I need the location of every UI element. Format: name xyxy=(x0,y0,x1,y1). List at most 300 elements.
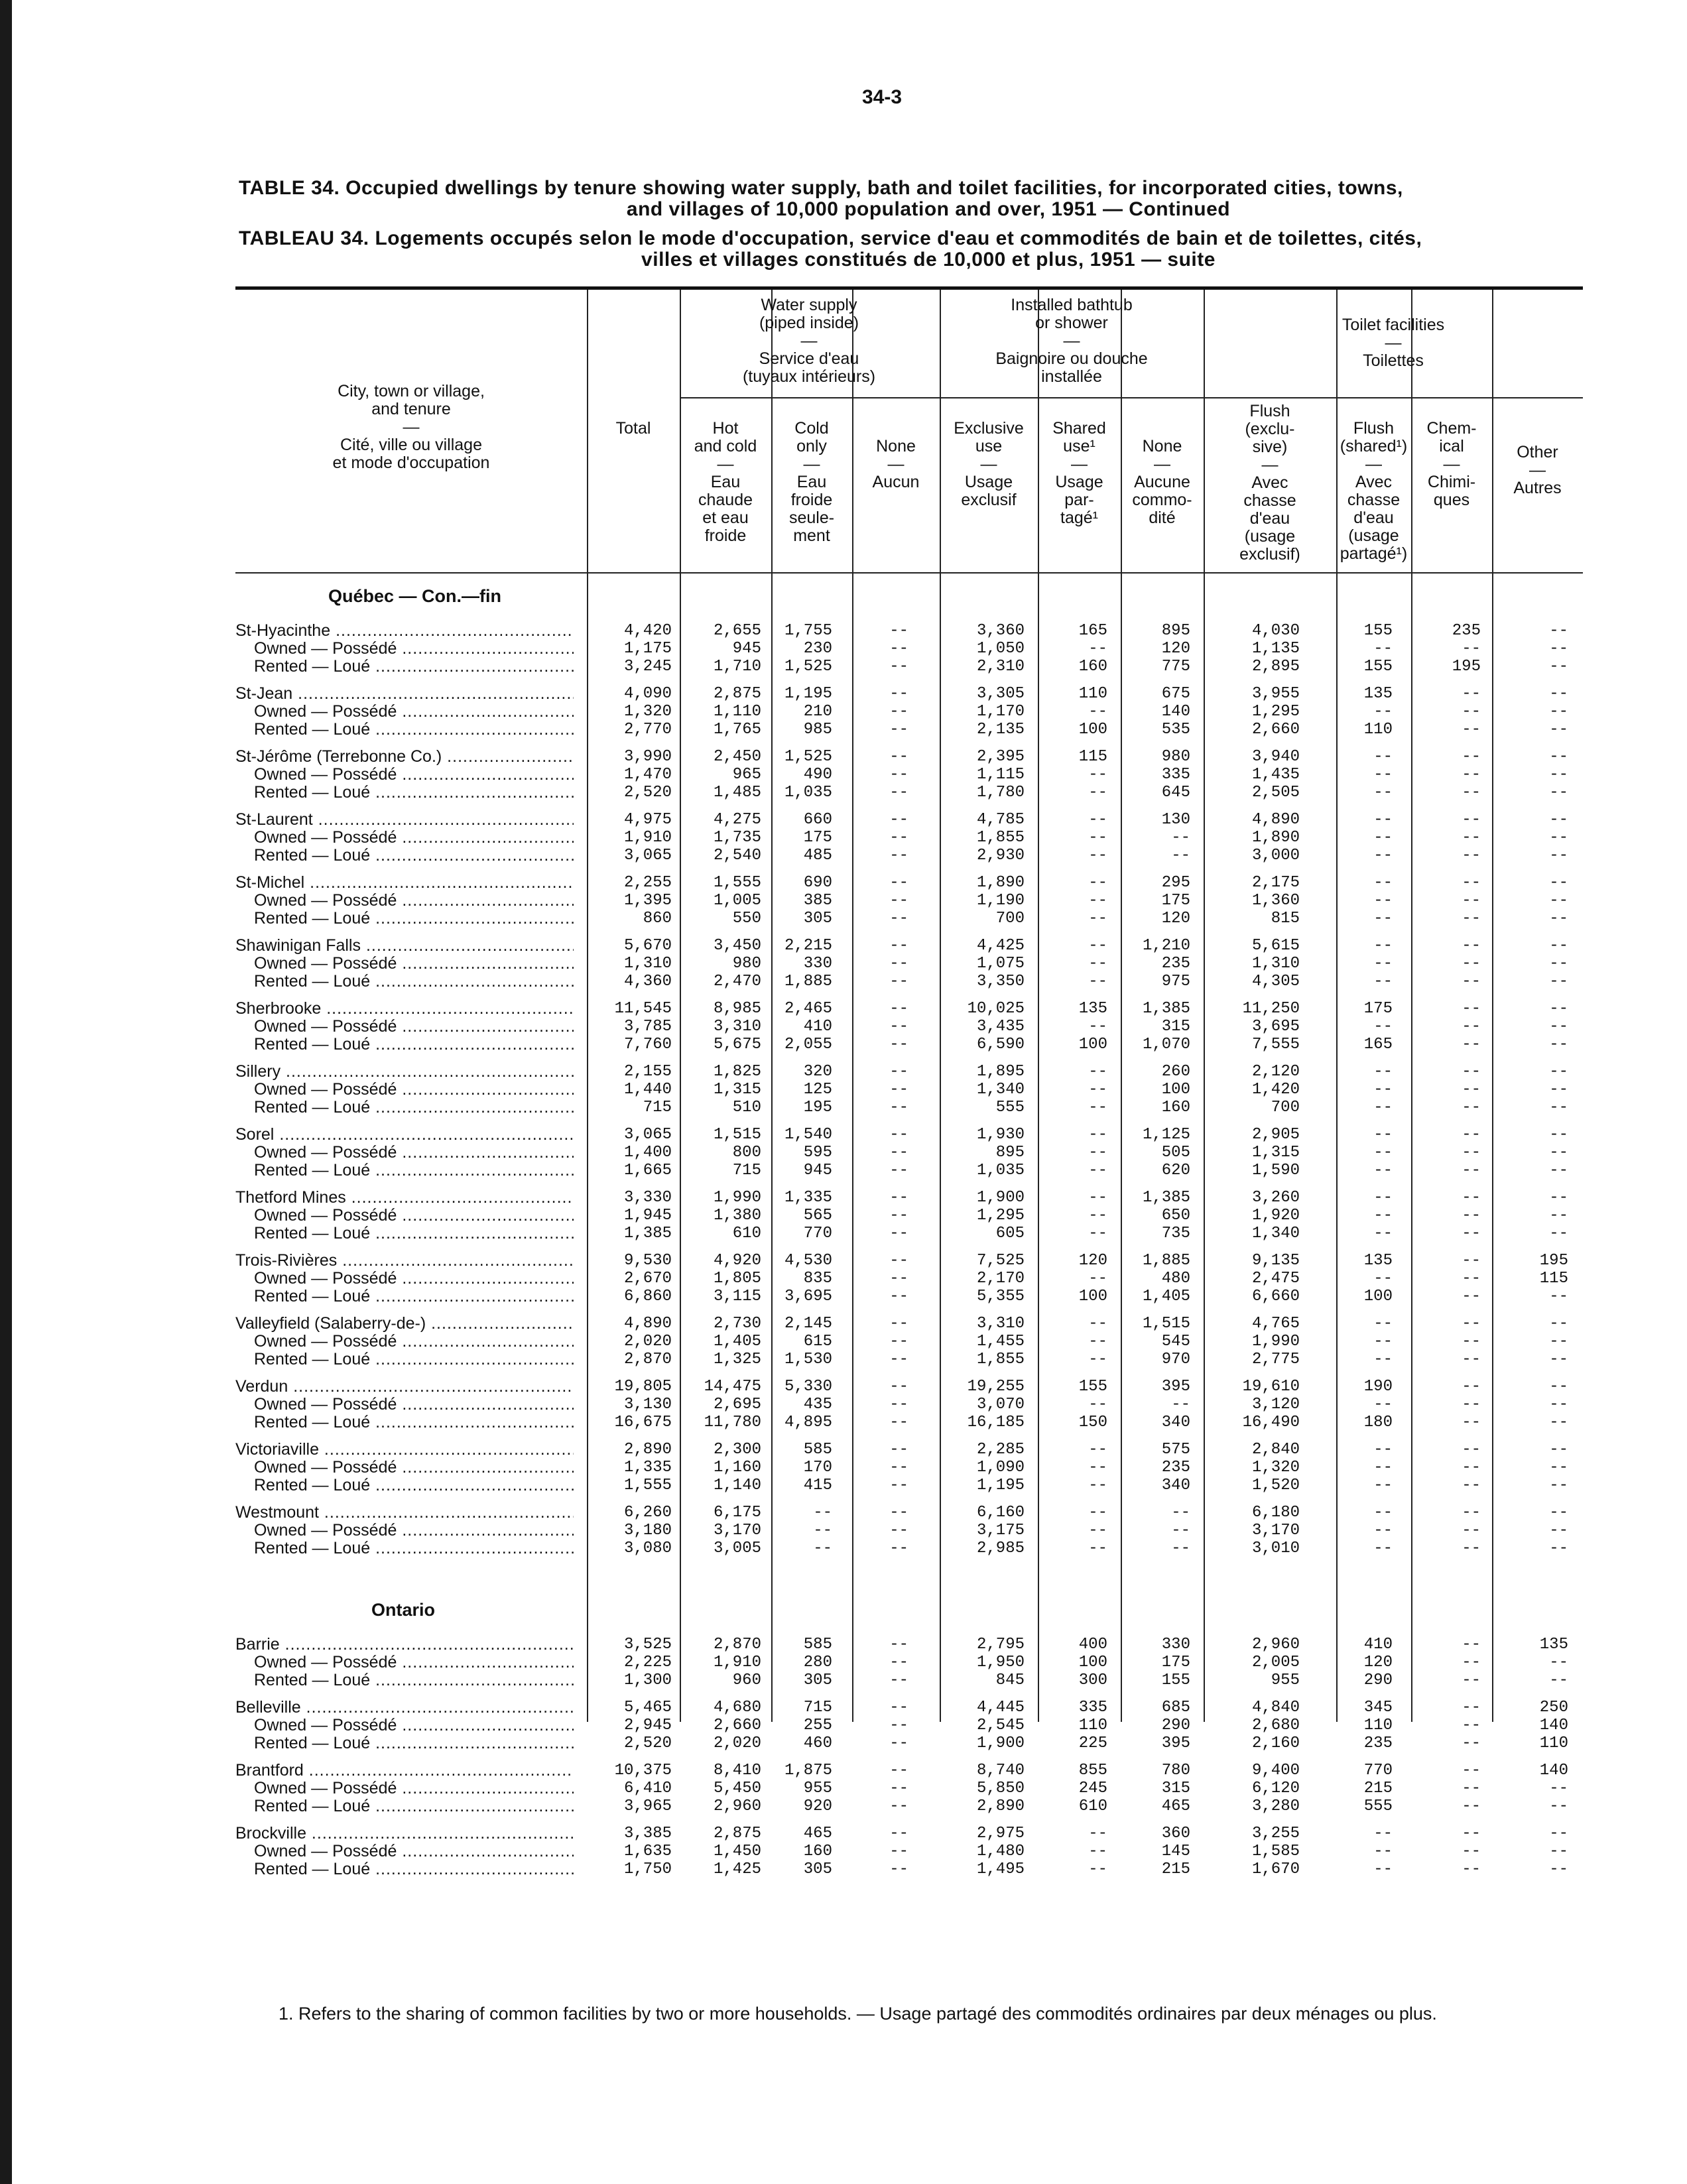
table-cell: 3,695 xyxy=(1251,1018,1300,1036)
table-cell: -- xyxy=(1088,1351,1107,1368)
table-cell: 2,175 xyxy=(1251,874,1300,892)
table-cell: -- xyxy=(1088,784,1107,802)
header-flush-shared: Flush (shared¹) — Avec chasse d'eau (usage partagé¹) xyxy=(1340,419,1408,563)
header-shared: Shared use¹ — Usage par- tagé¹ xyxy=(1052,419,1106,527)
table-cell: 19,805 xyxy=(614,1378,672,1396)
table-cell: 1,190 xyxy=(976,892,1025,910)
table-cell: 2,890 xyxy=(623,1441,672,1459)
table-title-french xyxy=(239,228,1592,271)
table-cell: 1,195 xyxy=(976,1477,1025,1494)
table-cell: 8,740 xyxy=(976,1762,1025,1780)
table-cell: 175 xyxy=(1161,892,1190,910)
table-cell: 1,070 xyxy=(1142,1036,1190,1054)
table-cell: -- xyxy=(1462,1000,1481,1018)
table-cell: 175 xyxy=(1363,1000,1393,1018)
table-cell: 305 xyxy=(803,1671,832,1689)
table-cell: 5,670 xyxy=(623,937,672,955)
table-cell: 1,805 xyxy=(713,1270,761,1288)
table-cell: -- xyxy=(1462,1477,1481,1494)
table-cell: 135 xyxy=(1363,685,1393,703)
table-cell: 2,660 xyxy=(713,1717,761,1734)
table-cell: 1,135 xyxy=(1251,640,1300,658)
table-cell: -- xyxy=(1462,874,1481,892)
table-cell: 140 xyxy=(1539,1762,1568,1780)
table-cell: -- xyxy=(1549,1825,1568,1843)
table-cell: 1,405 xyxy=(713,1333,761,1351)
table-cell: 1,380 xyxy=(713,1207,761,1225)
table-cell: -- xyxy=(1088,811,1107,829)
table-cell: 1,555 xyxy=(623,1477,672,1494)
table-cell: -- xyxy=(1373,1459,1393,1477)
table-cell: 195 xyxy=(1539,1252,1568,1270)
table-cell: -- xyxy=(889,829,908,847)
table-cell: 1,855 xyxy=(976,1351,1025,1368)
table-cell: -- xyxy=(1462,892,1481,910)
table-cell: 1,885 xyxy=(1142,1252,1190,1270)
table-cell: 155 xyxy=(1161,1671,1190,1689)
table-cell: 100 xyxy=(1078,1036,1107,1054)
table-cell: 3,115 xyxy=(713,1288,761,1305)
table-cell: -- xyxy=(1373,1189,1393,1207)
table-cell: 1,710 xyxy=(713,658,761,676)
table-cell: 1,170 xyxy=(976,703,1025,721)
table-cell: -- xyxy=(1462,1063,1481,1081)
table-cell: -- xyxy=(889,1351,908,1368)
table-cell: -- xyxy=(1373,937,1393,955)
table-cell: -- xyxy=(1549,721,1568,739)
table-cell: -- xyxy=(1373,874,1393,892)
table-cell: -- xyxy=(1373,1860,1393,1878)
table-cell: 5,465 xyxy=(623,1699,672,1717)
table-cell: -- xyxy=(1549,1225,1568,1243)
table-cell: 230 xyxy=(803,640,832,658)
table-cell: -- xyxy=(1462,784,1481,802)
table-cell: 14,475 xyxy=(704,1378,761,1396)
table-cell: 2,870 xyxy=(623,1351,672,1368)
table-cell: 1,950 xyxy=(976,1654,1025,1671)
table-cell: -- xyxy=(1373,1351,1393,1368)
table-row xyxy=(235,955,1583,973)
table-cell: 2,875 xyxy=(713,1825,761,1843)
table-cell: 140 xyxy=(1161,703,1190,721)
table-cell: -- xyxy=(1373,1843,1393,1860)
table-cell: -- xyxy=(1373,1441,1393,1459)
table-row xyxy=(235,1036,1583,1054)
table-cell: 895 xyxy=(1161,622,1190,640)
rented-label: Rented — Loué ..... xyxy=(254,658,574,676)
rented-label: Rented — Loué ..... xyxy=(254,1734,574,1752)
table-cell: -- xyxy=(1088,1270,1107,1288)
rented-label: Rented — Loué ..... xyxy=(254,721,574,739)
table-cell: -- xyxy=(1088,1063,1107,1081)
table-cell: 575 xyxy=(1161,1441,1190,1459)
section-title: Québec — Con.—fin xyxy=(328,586,502,606)
table-row xyxy=(235,1414,1583,1431)
table-cell: 1,115 xyxy=(976,766,1025,784)
table-cell: 320 xyxy=(803,1063,832,1081)
owned-label: Owned — Possédé ..... xyxy=(254,892,574,910)
table-cell: 6,180 xyxy=(1251,1504,1300,1522)
table-cell: -- xyxy=(1462,1144,1481,1162)
table-row xyxy=(235,748,1583,766)
table-cell: -- xyxy=(1549,1189,1568,1207)
table-cell: -- xyxy=(889,910,908,928)
table-cell: -- xyxy=(1088,1522,1107,1540)
table-cell: -- xyxy=(1373,1270,1393,1288)
table-label-fr: TABLEAU 34. xyxy=(239,227,369,249)
table-cell: 1,495 xyxy=(976,1860,1025,1878)
table-cell: 5,615 xyxy=(1251,937,1300,955)
table-cell: -- xyxy=(1462,1441,1481,1459)
table-cell: 3,120 xyxy=(1251,1396,1300,1414)
table-cell: 305 xyxy=(803,910,832,928)
table-cell: 110 xyxy=(1363,1717,1393,1734)
table-cell: 3,260 xyxy=(1251,1189,1300,1207)
table-row xyxy=(235,1378,1583,1396)
table-cell: 965 xyxy=(732,766,761,784)
table-cell: 2,540 xyxy=(713,847,761,865)
table-cell: 8,410 xyxy=(713,1762,761,1780)
table-cell: -- xyxy=(1549,1351,1568,1368)
table-cell: 585 xyxy=(803,1636,832,1654)
table-cell: 605 xyxy=(995,1225,1025,1243)
table-cell: 460 xyxy=(803,1734,832,1752)
table-cell: 1,320 xyxy=(1251,1459,1300,1477)
table-cell: 6,590 xyxy=(976,1036,1025,1054)
table-cell: -- xyxy=(1549,1081,1568,1099)
table-cell: 280 xyxy=(803,1654,832,1671)
rented-label: Rented — Loué ..... xyxy=(254,1477,574,1494)
table-cell: 2,870 xyxy=(713,1636,761,1654)
table-cell: 2,730 xyxy=(713,1315,761,1333)
table-cell: -- xyxy=(889,1699,908,1717)
table-cell: 1,990 xyxy=(1251,1333,1300,1351)
table-cell: -- xyxy=(1462,910,1481,928)
table-cell: -- xyxy=(1462,1717,1481,1734)
table-cell: 2,520 xyxy=(623,1734,672,1752)
table-cell: 3,435 xyxy=(976,1018,1025,1036)
footnote: 1. Refers to the sharing of common facilities by two or more households. — Usage partagé des commodités ordinaires par deux ménages ou plus. xyxy=(279,2004,1437,2024)
table-cell: -- xyxy=(1549,955,1568,973)
table-row xyxy=(235,937,1583,955)
header-stub: City, town or village, and tenure — Cité, ville ou village et mode d'occupation xyxy=(332,382,490,472)
table-cell: 585 xyxy=(803,1441,832,1459)
table-cell: 2,470 xyxy=(713,973,761,991)
table-cell: -- xyxy=(1462,1126,1481,1144)
rented-label: Rented — Loué ..... xyxy=(254,1288,574,1305)
page-number: 34-3 xyxy=(862,86,903,108)
table-cell: 3,695 xyxy=(784,1288,832,1305)
rented-label: Rented — Loué ..... xyxy=(254,910,574,928)
table-cell: 100 xyxy=(1161,1081,1190,1099)
table-row xyxy=(235,1099,1583,1117)
table-cell: 16,675 xyxy=(614,1414,672,1431)
table-cell: 305 xyxy=(803,1860,832,1878)
table-cell: 3,525 xyxy=(623,1636,672,1654)
table-cell: 835 xyxy=(803,1270,832,1288)
table-cell: 120 xyxy=(1078,1252,1107,1270)
table-cell: 110 xyxy=(1363,721,1393,739)
table-cell: 6,120 xyxy=(1251,1780,1300,1797)
table-cell: -- xyxy=(1462,937,1481,955)
table-row xyxy=(235,784,1583,802)
table-cell: -- xyxy=(889,748,908,766)
table-cell: 7,555 xyxy=(1251,1036,1300,1054)
table-cell: 2,660 xyxy=(1251,721,1300,739)
table-cell: 690 xyxy=(803,874,832,892)
table-row xyxy=(235,1654,1583,1671)
table-cell: -- xyxy=(1462,1540,1481,1557)
table-cell: -- xyxy=(1462,1797,1481,1815)
table-cell: -- xyxy=(1549,1036,1568,1054)
table-cell: -- xyxy=(1373,1099,1393,1117)
header-group-rule xyxy=(680,397,1583,398)
table-cell: 2,225 xyxy=(623,1654,672,1671)
table-cell: 1,420 xyxy=(1251,1081,1300,1099)
table-cell: 2,960 xyxy=(713,1797,761,1815)
table-cell: 315 xyxy=(1161,1018,1190,1036)
owned-label: Owned — Possédé ..... xyxy=(254,1018,574,1036)
table-cell: 245 xyxy=(1078,1780,1107,1797)
table-cell: 2,120 xyxy=(1251,1063,1300,1081)
table-cell: 715 xyxy=(732,1162,761,1180)
table-cell: 685 xyxy=(1161,1699,1190,1717)
table-cell: 3,990 xyxy=(623,748,672,766)
table-cell: -- xyxy=(1088,1081,1107,1099)
table-cell: 9,135 xyxy=(1251,1252,1300,1270)
table-cell: 535 xyxy=(1161,721,1190,739)
table-cell: -- xyxy=(1373,892,1393,910)
data-table xyxy=(235,290,1583,1878)
header-water-supply: Water supply (piped inside) — Service d'eau (tuyaux intérieurs) xyxy=(742,296,876,386)
place-name: Trois-Rivières ..... xyxy=(235,1252,574,1270)
table-cell: 7,760 xyxy=(623,1036,672,1054)
table-cell: 395 xyxy=(1161,1734,1190,1752)
table-cell: -- xyxy=(1373,955,1393,973)
table-cell: -- xyxy=(889,1036,908,1054)
table-cell: 1,525 xyxy=(784,748,832,766)
place-name: St-Jérôme (Terrebonne Co.) ..... xyxy=(235,748,574,766)
table-cell: 415 xyxy=(803,1477,832,1494)
table-row xyxy=(235,973,1583,991)
table-cell: -- xyxy=(1549,1396,1568,1414)
table-cell: -- xyxy=(889,1734,908,1752)
table-cell: 1,555 xyxy=(713,874,761,892)
table-cell: 1,480 xyxy=(976,1843,1025,1860)
table-cell: 155 xyxy=(1363,658,1393,676)
header-bathtub: Installed bathtub or shower — Baignoire ou douche installée xyxy=(995,296,1148,386)
table-cell: 2,945 xyxy=(623,1717,672,1734)
table-cell: 550 xyxy=(732,910,761,928)
table-cell: 1,335 xyxy=(623,1459,672,1477)
table-cell: -- xyxy=(1549,1063,1568,1081)
table-cell: -- xyxy=(1549,1860,1568,1878)
table-cell: 11,545 xyxy=(614,1000,672,1018)
table-cell: 1,335 xyxy=(784,1189,832,1207)
table-cell: -- xyxy=(889,622,908,640)
table-cell: 1,470 xyxy=(623,766,672,784)
table-cell: -- xyxy=(889,1540,908,1557)
table-cell: -- xyxy=(889,1018,908,1036)
table-row xyxy=(235,1396,1583,1414)
table-cell: -- xyxy=(1462,1504,1481,1522)
table-cell: -- xyxy=(1088,910,1107,928)
table-cell: -- xyxy=(1373,766,1393,784)
table-cell: 2,655 xyxy=(713,622,761,640)
table-cell: 5,450 xyxy=(713,1780,761,1797)
table-cell: 5,675 xyxy=(713,1036,761,1054)
table-cell: 3,385 xyxy=(623,1825,672,1843)
table-row xyxy=(235,1126,1583,1144)
table-cell: 3,955 xyxy=(1251,685,1300,703)
table-cell: 3,010 xyxy=(1251,1540,1300,1557)
table-cell: 4,445 xyxy=(976,1699,1025,1717)
table-cell: 1,310 xyxy=(623,955,672,973)
table-cell: -- xyxy=(1549,1099,1568,1117)
owned-label: Owned — Possédé ..... xyxy=(254,1270,574,1288)
table-cell: 1,930 xyxy=(976,1126,1025,1144)
table-cell: -- xyxy=(1462,1333,1481,1351)
table-cell: 11,780 xyxy=(704,1414,761,1431)
table-cell: -- xyxy=(1462,955,1481,973)
table-cell: 1,910 xyxy=(623,829,672,847)
table-cell: 855 xyxy=(1078,1762,1107,1780)
owned-label: Owned — Possédé ..... xyxy=(254,1843,574,1860)
table-cell: 7,525 xyxy=(976,1252,1025,1270)
table-cell: 300 xyxy=(1078,1671,1107,1689)
table-cell: 2,890 xyxy=(976,1797,1025,1815)
owned-label: Owned — Possédé ..... xyxy=(254,703,574,721)
table-cell: -- xyxy=(1088,1189,1107,1207)
table-cell: 6,160 xyxy=(976,1504,1025,1522)
header-total: Total xyxy=(615,419,651,438)
owned-label: Owned — Possédé ..... xyxy=(254,640,574,658)
table-cell: 1,295 xyxy=(1251,703,1300,721)
table-cell: -- xyxy=(1549,703,1568,721)
owned-label: Owned — Possédé ..... xyxy=(254,1522,574,1540)
table-cell: -- xyxy=(1462,973,1481,991)
place-name: Sorel ..... xyxy=(235,1126,574,1144)
table-cell: 1,405 xyxy=(1142,1288,1190,1305)
table-cell: 770 xyxy=(803,1225,832,1243)
owned-label: Owned — Possédé ..... xyxy=(254,1654,574,1671)
table-row xyxy=(235,1477,1583,1494)
table-cell: 1,385 xyxy=(1142,1000,1190,1018)
table-cell: 510 xyxy=(732,1099,761,1117)
table-row xyxy=(235,1860,1583,1878)
table-cell: 4,305 xyxy=(1251,973,1300,991)
table-cell: -- xyxy=(1088,1018,1107,1036)
table-cell: -- xyxy=(889,1378,908,1396)
table-cell: 120 xyxy=(1363,1654,1393,1671)
table-cell: 115 xyxy=(1539,1270,1568,1288)
rented-label: Rented — Loué ..... xyxy=(254,847,574,865)
table-cell: -- xyxy=(1171,1504,1190,1522)
table-cell: 465 xyxy=(803,1825,832,1843)
table-cell: 4,890 xyxy=(1251,811,1300,829)
table-cell: 1,175 xyxy=(623,640,672,658)
table-cell: 2,520 xyxy=(623,784,672,802)
table-cell: 340 xyxy=(1161,1477,1190,1494)
table-cell: 6,660 xyxy=(1251,1288,1300,1305)
table-cell: 2,475 xyxy=(1251,1270,1300,1288)
table-row xyxy=(235,1144,1583,1162)
table-cell: 780 xyxy=(1161,1762,1190,1780)
table-cell: 4,420 xyxy=(623,622,672,640)
table-cell: 555 xyxy=(995,1099,1025,1117)
table-cell: 120 xyxy=(1161,640,1190,658)
table-cell: -- xyxy=(1373,829,1393,847)
table-cell: 120 xyxy=(1161,910,1190,928)
table-cell: 3,175 xyxy=(976,1522,1025,1540)
table-row xyxy=(235,703,1583,721)
table-cell: 2,930 xyxy=(976,847,1025,865)
owned-label: Owned — Possédé ..... xyxy=(254,1081,574,1099)
table-cell: 395 xyxy=(1161,1378,1190,1396)
table-cell: -- xyxy=(1462,1522,1481,1540)
table-cell: 955 xyxy=(803,1780,832,1797)
title-fr-line-2: villes et villages constitués de 10,000 et plus, 1951 — suite xyxy=(641,249,1216,271)
table-cell: 1,520 xyxy=(1251,1477,1300,1494)
table-row xyxy=(235,1252,1583,1270)
table-cell: 2,840 xyxy=(1251,1441,1300,1459)
table-cell: -- xyxy=(1373,1522,1393,1540)
table-cell: 2,145 xyxy=(784,1315,832,1333)
table-cell: 19,255 xyxy=(967,1378,1025,1396)
table-cell: -- xyxy=(889,1459,908,1477)
table-cell: -- xyxy=(889,1126,908,1144)
table-cell: -- xyxy=(1462,1671,1481,1689)
table-cell: 100 xyxy=(1078,721,1107,739)
table-cell: 260 xyxy=(1161,1063,1190,1081)
table-cell: -- xyxy=(1088,1099,1107,1117)
table-cell: 955 xyxy=(1271,1671,1300,1689)
table-cell: -- xyxy=(889,1717,908,1734)
table-cell: 385 xyxy=(803,892,832,910)
table-cell: -- xyxy=(1088,1396,1107,1414)
table-cell: -- xyxy=(1373,748,1393,766)
table-cell: -- xyxy=(1462,748,1481,766)
table-row xyxy=(235,1315,1583,1333)
table-cell: -- xyxy=(889,847,908,865)
table-cell: -- xyxy=(1549,1162,1568,1180)
table-cell: 2,020 xyxy=(623,1333,672,1351)
table-cell: -- xyxy=(1373,1081,1393,1099)
table-cell: 980 xyxy=(1161,748,1190,766)
table-row xyxy=(235,1762,1583,1780)
table-cell: 770 xyxy=(1363,1762,1393,1780)
table-cell: 9,530 xyxy=(623,1252,672,1270)
table-row xyxy=(235,1522,1583,1540)
table-cell: -- xyxy=(1549,874,1568,892)
table-cell: 315 xyxy=(1161,1780,1190,1797)
table-cell: -- xyxy=(1549,640,1568,658)
table-cell: -- xyxy=(1373,973,1393,991)
table-cell: 2,055 xyxy=(784,1036,832,1054)
table-row xyxy=(235,829,1583,847)
table-cell: -- xyxy=(1549,1843,1568,1860)
table-cell: 1,825 xyxy=(713,1063,761,1081)
table-cell: 650 xyxy=(1161,1207,1190,1225)
table-cell: 1,585 xyxy=(1251,1843,1300,1860)
table-cell: 295 xyxy=(1161,874,1190,892)
table-cell: 565 xyxy=(803,1207,832,1225)
table-row xyxy=(235,1825,1583,1843)
table-cell: -- xyxy=(1088,1843,1107,1860)
table-cell: 1,750 xyxy=(623,1860,672,1878)
table-cell: 1,450 xyxy=(713,1843,761,1860)
table-cell: 715 xyxy=(643,1099,672,1117)
